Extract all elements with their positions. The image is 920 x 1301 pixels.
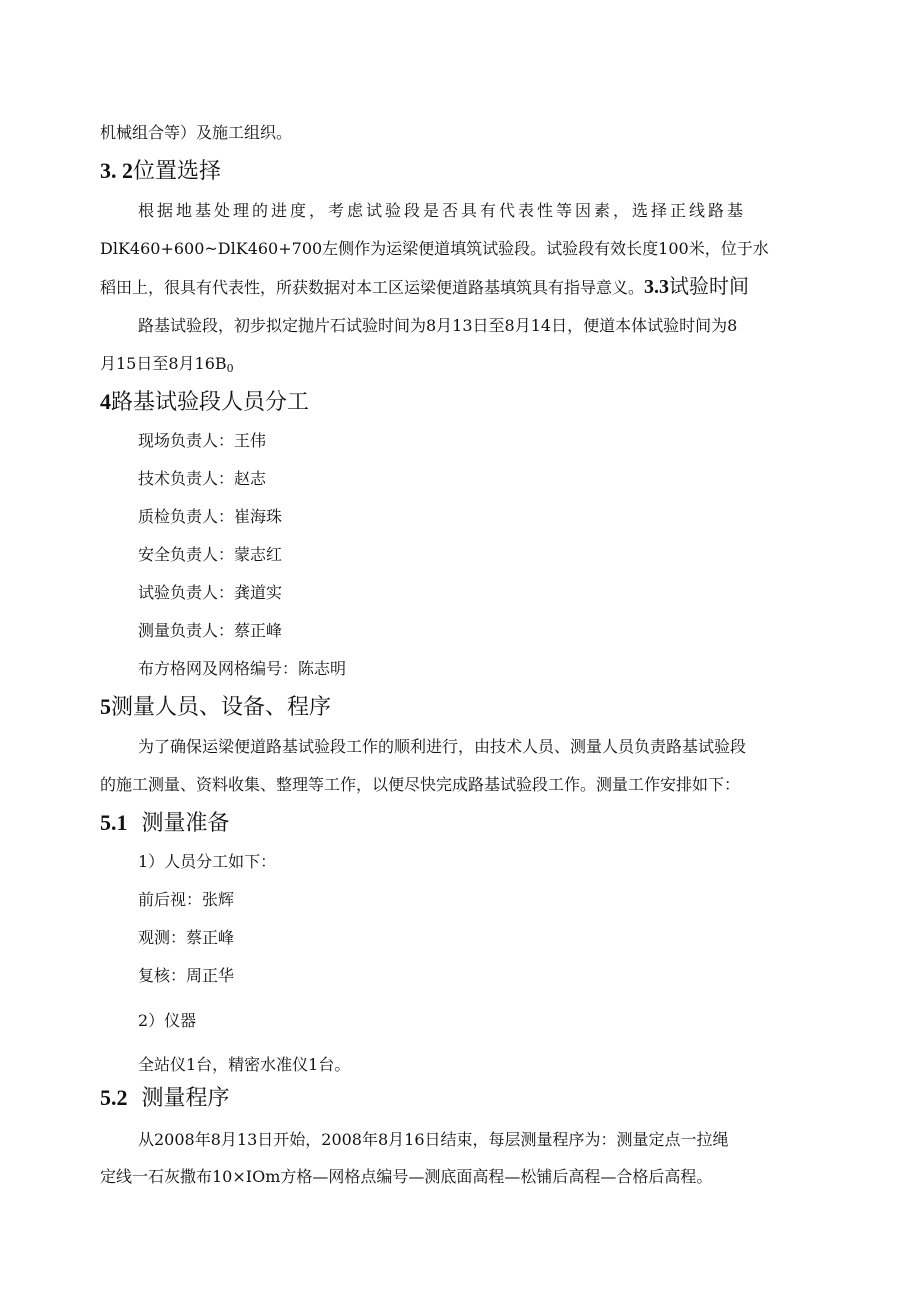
section-heading-3-3 (644, 274, 749, 298)
section-number: 5 (100, 694, 111, 719)
paragraph-line (100, 354, 234, 379)
staff-item: 试验负责人：龚道实 (138, 583, 283, 602)
list-item: 1）人员分工如下： (138, 852, 277, 871)
paragraph-line: 从2008年8月13日开始，2008年8月16日结束，每层测量程序为：测量定点一拉绳 (138, 1130, 729, 1149)
section-heading-5 (100, 694, 331, 721)
paragraph-line: 的施工测量、资料收集、整理等工作，以便尽快完成路基试验段工作。测量工作安排如下： (100, 775, 741, 794)
subscript-text: 0 (226, 362, 234, 375)
section-title: 试验时间 (669, 274, 750, 298)
section-number: 4 (100, 389, 111, 414)
staff-item: 布方格网及网格编号：陈志明 (138, 659, 347, 678)
paragraph-text: 月15日至8月16B (100, 354, 227, 373)
section-number: 3.3 (644, 276, 670, 298)
section-title: 测量程序 (141, 1086, 230, 1111)
staff-item: 现场负责人：王伟 (138, 431, 267, 450)
list-item: 2）仪器 (138, 1011, 197, 1030)
section-title: 路基试验段人员分工 (111, 390, 310, 415)
staff-item: 质检负责人：崔海珠 (138, 507, 283, 526)
list-item: 复核：周正华 (138, 966, 235, 985)
paragraph-line: 路基试验段，初步拟定抛片石试验时间为8月13日至8月14日，便道本体试验时间为8 (138, 316, 738, 335)
paragraph-line: DlK460+600~DlK460+700左侧作为运梁便道填筑试验段。试验段有效长度100米，位于水 (100, 239, 769, 258)
section-heading-5-1 (100, 810, 230, 837)
section-number: 5.1 (100, 810, 128, 835)
staff-item: 安全负责人：蒙志红 (138, 545, 283, 564)
staff-item: 技术负责人：赵志 (138, 469, 267, 488)
paragraph-line: 机械组合等）及施工组织。 (100, 123, 293, 142)
section-title: 测量准备 (141, 811, 230, 836)
paragraph-line: 根据地基处理的进度，考虑试验段是否具有代表性等因素，选择正线路基 (138, 201, 747, 220)
paragraph-line: 定线一石灰撒布10×IOm方格—网格点编号—测底面高程—松铺后高程—合格后高程。 (100, 1167, 713, 1186)
section-heading-3-2 (100, 158, 221, 185)
staff-item: 测量负责人：蔡正峰 (138, 621, 283, 640)
section-heading-4 (100, 389, 309, 416)
paragraph-line (100, 276, 749, 298)
section-heading-5-2 (100, 1085, 230, 1112)
section-number: 5.2 (100, 1085, 128, 1110)
list-item: 前后视：张辉 (138, 890, 235, 909)
paragraph-text: 稻田上，很具有代表性，所获数据对本工区运梁便道路基填筑具有指导意义。 (100, 278, 645, 297)
paragraph-line: 为了确保运梁便道路基试验段工作的顺利进行，由技术人员、测量人员负责路基试验段 (138, 737, 747, 756)
list-item: 观测：蔡正峰 (138, 928, 235, 947)
list-item: 全站仪1台，精密水准仪1台。 (138, 1055, 351, 1074)
section-number: 3. 2 (100, 158, 133, 183)
section-title: 位置选择 (133, 159, 222, 184)
section-title: 测量人员、设备、程序 (111, 695, 332, 720)
